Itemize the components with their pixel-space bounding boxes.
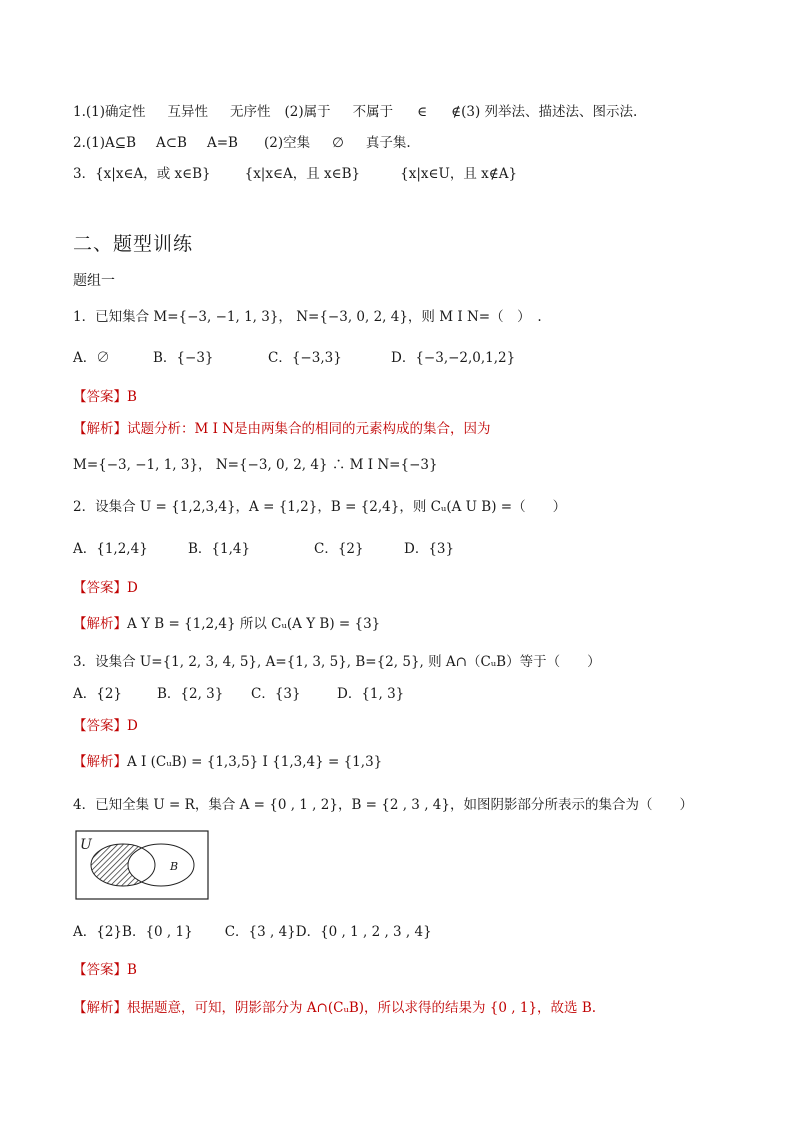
question-4-analysis (73, 998, 596, 1018)
analysis-tag: 【解析】 (73, 1000, 127, 1016)
option-c: C．{3} (251, 686, 301, 702)
question-1-stem: 1．已知集合 M={−3, −1, 1, 3}， N={−3, 0, 2, 4}，则 M I N=（ ） . (73, 309, 542, 325)
option-b: B．{0 , 1} (122, 924, 193, 940)
option-d: D．{1, 3} (337, 686, 405, 702)
answer-value: D (127, 718, 138, 734)
summary-text: 2.(1)A⊆B (73, 135, 136, 151)
question-2-answer (73, 578, 138, 598)
summary-text: A⊂B (156, 135, 187, 151)
summary-text: 无序性 (230, 104, 271, 120)
analysis-text: 试题分析：M I N是由两集合的相同的元素构成的集合，因为 (127, 421, 491, 437)
answer-value: B (127, 389, 137, 405)
answer-value: D (127, 580, 138, 596)
option-c: C．{3 , 4} (224, 924, 296, 940)
option-b: B．{1,4} (188, 541, 251, 557)
summary-text: 互异性 (167, 104, 209, 120)
summary-text: {x|x∈A，且 x∈B} (244, 166, 361, 182)
summary-text: ∅ (332, 135, 344, 151)
analysis-tag: 【解析】 (73, 754, 127, 770)
question-3-stem: 3．设集合 U={1, 2, 3, 4, 5}, A={1, 3, 5}, B={2, 5}, 则 A∩（CᵤB）等于（ ） (73, 654, 601, 670)
option-d: D．{3} (404, 541, 455, 557)
question-3-answer (73, 716, 138, 736)
analysis-text: A Y B = {1,2,4} 所以 Cᵤ(A Y B) = {3} (127, 616, 381, 632)
answer-tag: 【答案】 (73, 718, 127, 734)
summary-text: (2)空集 (263, 135, 311, 151)
summary-line-1 (73, 102, 637, 122)
group-title: 题组一 (73, 273, 115, 289)
option-d: D．{−3,−2,0,1,2} (391, 350, 516, 366)
analysis-text: A I (CᵤB) = {1,3,5} I {1,3,4} = {1,3} (127, 754, 383, 770)
question-1-analysis (73, 419, 491, 439)
summary-text: 真子集. (365, 135, 411, 151)
summary-text: A=B (206, 135, 238, 151)
answer-tag: 【答案】 (73, 389, 127, 405)
option-c: C．{2} (314, 541, 364, 557)
venn-diagram (75, 830, 209, 900)
question-4-stem: 4．已知全集 U = R，集合 A = {0 , 1 , 2}，B = {2 , 3 , 4}，如图阴影部分所表示的集合为（ ） (73, 797, 693, 813)
option-a: A．{2} (73, 686, 123, 702)
venn-label-b: B (170, 860, 179, 873)
option-d: D．{0 , 1 , 2 , 3 , 4} (295, 924, 432, 940)
question-3-analysis (73, 752, 382, 772)
option-a: A．{2} (73, 924, 123, 940)
question-2-stem: 2．设集合 U = {1,2,3,4}，A = {1,2}，B = {2,4}，则 Cᵤ(A U B) =（ ） (73, 499, 567, 515)
analysis-text: 根据题意，可知，阴影部分为 A∩(CᵤB)，所以求得的结果为 {0 , 1}，故选 B. (127, 1000, 597, 1016)
summary-text: {x|x∈U，且 x∉A} (400, 166, 518, 182)
summary-text: (2)属于 (284, 104, 331, 120)
analysis-tag: 【解析】 (73, 421, 127, 437)
summary-text: ∈ (417, 104, 428, 120)
answer-value: B (127, 962, 137, 978)
option-a: A．{1,2,4} (73, 541, 148, 557)
section-title: 二、题型训练 (73, 233, 194, 255)
option-b: B．{−3} (153, 350, 214, 366)
summary-text: 1.(1)确定性 (73, 104, 146, 120)
question-4-options (73, 922, 432, 942)
question-1-options (73, 348, 515, 368)
question-2-options (73, 539, 454, 559)
option-a: A．∅ (73, 350, 110, 366)
question-1-answer (73, 387, 137, 407)
question-4-answer (73, 960, 137, 980)
summary-line-2 (73, 133, 411, 153)
option-b: B．{2, 3} (157, 686, 224, 702)
venn-label-u: U (80, 837, 92, 853)
question-1-analysis-cont: M={−3, −1, 1, 3}， N={−3, 0, 2, 4} ∴ M I N={−3} (73, 457, 438, 473)
answer-tag: 【答案】 (73, 580, 127, 596)
question-2-analysis (73, 614, 380, 634)
summary-line-3 (73, 164, 517, 184)
answer-tag: 【答案】 (73, 962, 127, 978)
question-3-options (73, 684, 404, 704)
summary-text: 不属于 (352, 104, 394, 120)
analysis-tag: 【解析】 (73, 616, 127, 632)
summary-text: 3．{x|x∈A，或 x∈B} (73, 166, 211, 182)
summary-text: ∉(3) 列举法、描述法、图示法. (451, 104, 638, 120)
option-c: C．{−3,3} (268, 350, 342, 366)
